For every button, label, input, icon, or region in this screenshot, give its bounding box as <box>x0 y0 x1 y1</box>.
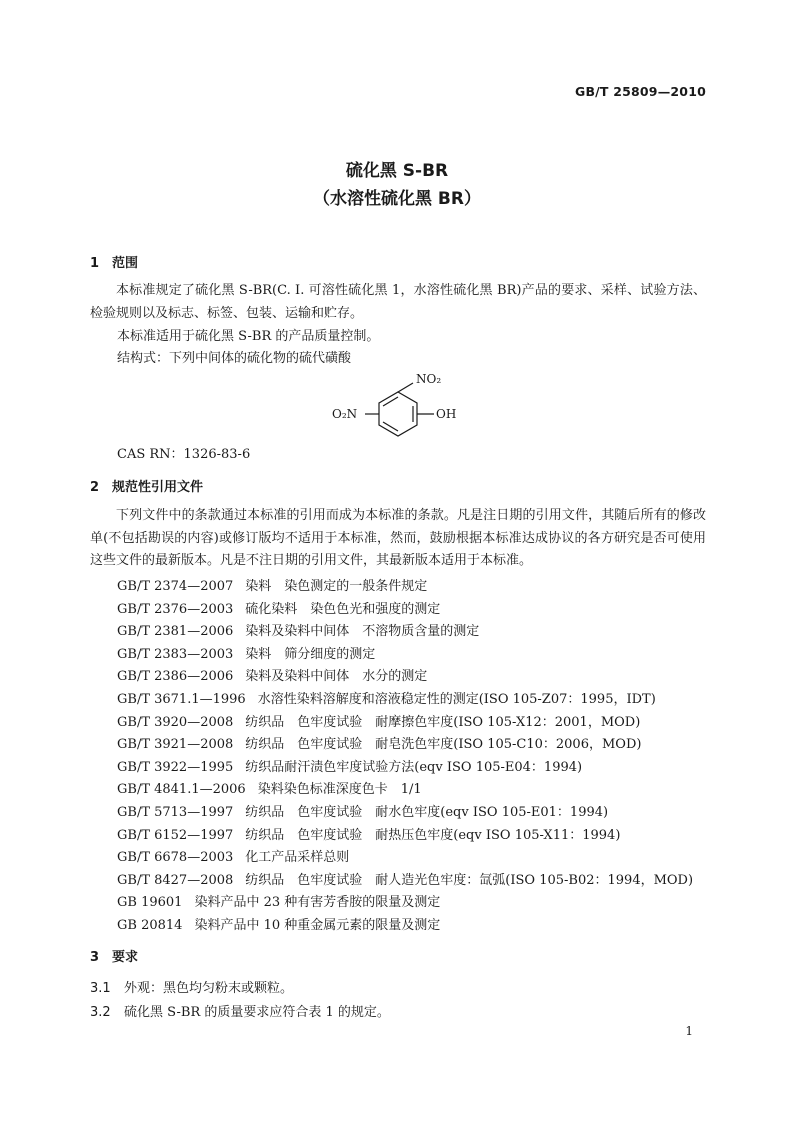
reference-item <box>117 846 349 865</box>
reference-code: GB/T 3920—2008 <box>117 714 234 730</box>
reference-title: 染料 筛分细度的测定 <box>245 646 376 662</box>
section-2-heading <box>90 476 203 495</box>
reference-code: GB/T 3671.1—1996 <box>117 692 246 707</box>
bond-no2 <box>398 383 413 392</box>
reference-code: GB/T 2381—2006 <box>117 624 234 640</box>
reference-title: 纺织品 色牢度试验 耐人造光色牢度：氙弧(ISO 105-B02：1994，MOD) <box>245 872 694 888</box>
reference-code: GB/T 2376—2003 <box>117 601 234 617</box>
scope-paragraph: 本标准规定了硫化黑 S-BR(C. I. 可溶性硫化黑 1，水溶性硫化黑 BR)产品的要求、采样、试验方法、检验规则以及标志、标签、包装、运输和贮存。 <box>90 283 706 321</box>
reference-item <box>117 575 427 594</box>
page-number: 1 <box>685 1024 693 1038</box>
reference-item <box>117 914 440 933</box>
reference-code: GB/T 5713—1997 <box>117 805 234 820</box>
label-no2: NO₂ <box>416 372 442 386</box>
standard-number: GB/T 25809—2010 <box>574 84 706 99</box>
reference-title: 纺织品 色牢度试验 耐皂洗色牢度(ISO 105-C10：2006，MOD) <box>245 737 642 753</box>
section-title: 要求 <box>112 950 139 965</box>
reference-code: GB/T 6152—1997 <box>117 827 234 843</box>
section-number: 1 <box>90 256 100 271</box>
reference-title: 染料产品中 23 种有害芳香胺的限量及测定 <box>194 895 441 911</box>
item-number: 3.1 <box>90 981 111 996</box>
reference-title: 化工产品采样总则 <box>245 850 350 866</box>
reference-item <box>117 643 375 662</box>
scope-applicability: 本标准适用于硫化黑 S-BR 的产品质量控制。 <box>117 329 380 344</box>
reference-item <box>117 756 582 775</box>
reference-code: GB/T 6678—2003 <box>117 850 234 866</box>
reference-title: 染料 染色测定的一般条件规定 <box>245 579 428 594</box>
reference-item <box>117 711 640 730</box>
reference-title: 纺织品 色牢度试验 耐水色牢度(eqv ISO 105-E01：1994) <box>245 805 609 820</box>
label-o2n: O₂N <box>332 407 358 421</box>
reference-item <box>117 598 440 617</box>
cas-number: CAS RN：1326-83-6 <box>117 447 251 462</box>
reference-item <box>117 733 641 752</box>
reference-title: 纺织品耐汗渍色牢度试验方法(eqv ISO 105-E04：1994) <box>245 759 583 775</box>
reference-item <box>117 801 608 820</box>
reference-code: GB/T 4841.1—2006 <box>117 782 246 798</box>
reference-title: 水溶性染料溶解度和溶液稳定性的测定(ISO 105-Z07：1995，IDT) <box>257 692 656 707</box>
reference-item <box>117 824 620 843</box>
reference-item <box>117 665 427 684</box>
reference-item <box>117 869 693 888</box>
normative-intro-paragraph: 下列文件中的条款通过本标准的引用而成为本标准的条款。凡是注日期的引用文件，其随后所有的修改单(不包括勘误的内容)或修订版均不适用于本标准，然而，鼓励根据本标准达成协议的各方研究是否可使用这些文件的最新版本。凡是不注日期的引用文件，其最新版本适用于本标准。 <box>90 508 706 568</box>
structure-label: 结构式：下列中间体的硫化物的硫代磺酸 <box>117 351 352 366</box>
reference-code: GB 20814 <box>117 918 183 933</box>
requirement-item <box>90 977 293 996</box>
reference-title: 硫化染料 染色色光和强度的测定 <box>245 601 441 617</box>
document-subtitle: （水溶性硫化黑 BR） <box>313 189 481 209</box>
reference-item <box>117 688 656 707</box>
item-number: 3.2 <box>90 1005 111 1020</box>
reference-code: GB/T 8427—2008 <box>117 872 234 888</box>
reference-title: 染料染色标准深度色卡 1/1 <box>257 782 422 798</box>
requirement-item <box>90 1001 390 1020</box>
reference-code: GB/T 2374—2007 <box>117 579 234 594</box>
section-1-heading <box>90 252 138 271</box>
label-oh: OH <box>436 407 457 421</box>
section-title: 规范性引用文件 <box>112 480 204 495</box>
reference-code: GB/T 3921—2008 <box>117 737 234 753</box>
section-3-heading <box>90 946 138 965</box>
reference-code: GB/T 3922—1995 <box>117 759 234 775</box>
reference-code: GB 19601 <box>117 895 183 911</box>
reference-title: 染料产品中 10 种重金属元素的限量及测定 <box>194 918 441 933</box>
structural-formula <box>330 366 470 444</box>
item-text: 外观：黑色均匀粉末或颗粒。 <box>124 981 294 996</box>
section-number: 2 <box>90 480 100 495</box>
section-title: 范围 <box>112 256 139 271</box>
reference-code: GB/T 2383—2003 <box>117 646 234 662</box>
section-number: 3 <box>90 950 100 965</box>
reference-code: GB/T 2386—2006 <box>117 669 234 685</box>
reference-item <box>117 620 479 639</box>
reference-title: 染料及染料中间体 不溶物质含量的测定 <box>245 624 480 640</box>
item-text: 硫化黑 S-BR 的质量要求应符合表 1 的规定。 <box>124 1005 390 1020</box>
reference-title: 纺织品 色牢度试验 耐热压色牢度(eqv ISO 105-X11：1994) <box>245 827 621 843</box>
benzene-ring <box>365 383 434 436</box>
reference-item <box>117 891 440 910</box>
reference-item <box>117 778 422 797</box>
reference-title: 纺织品 色牢度试验 耐摩擦色牢度(ISO 105-X12：2001，MOD) <box>245 714 641 730</box>
document-title: 硫化黑 S-BR <box>345 161 449 181</box>
reference-title: 染料及染料中间体 水分的测定 <box>245 669 428 685</box>
